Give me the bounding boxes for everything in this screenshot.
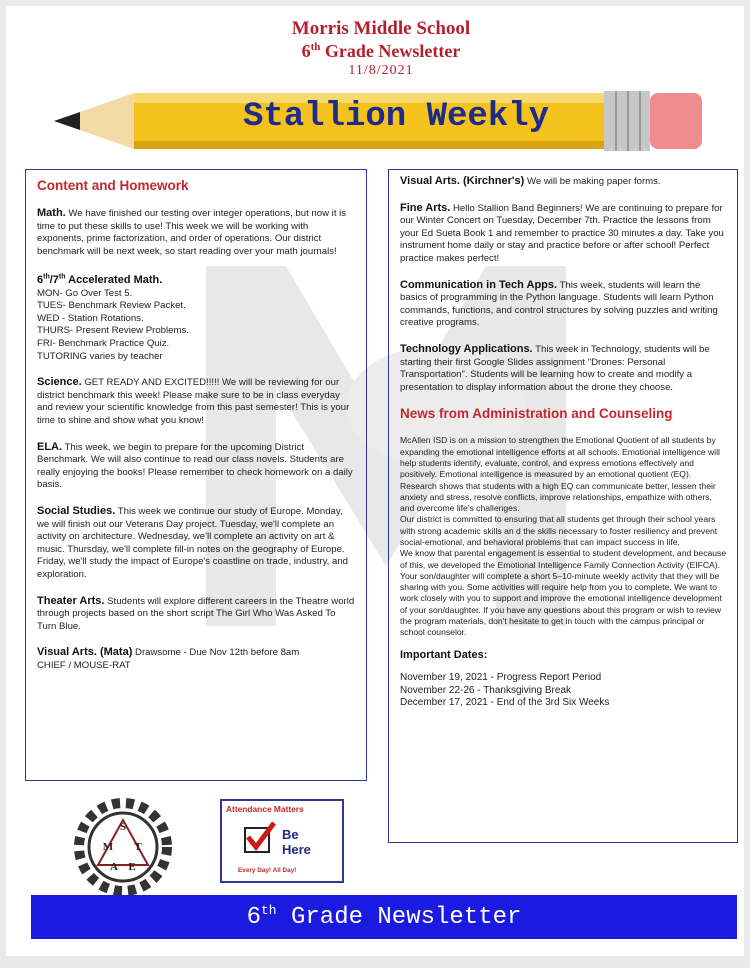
communication-tech-paragraph: Communication in Tech Apps. This week, students will learn the basics of programming in the Python language. Students will learn Python commands, functions, and control structures by solving puzzles and writing creative programs.: [400, 278, 718, 329]
fine-arts-paragraph: Fine Arts. Hello Stallion Band Beginners! We are continuing to prepare for our Winter Concert on Tuesday, December 7th. Practice the lessons from your Ed Sueta Book 1 and remember to practice 30 minutes a day. Take you instrument home daily or stay and practice before or after school! Perfect practice makes perfect!: [400, 201, 724, 264]
news-paragraph-2: Our district is committed to ensuring that all students get through their school years with strong academic skills an d the skills necessary to foster resiliency and prevent social-emotional, and behavioral problems that can impact success in life.: [400, 514, 718, 547]
technology-applications-paragraph: Technology Applications. This week in Technology, students will be starting their first Google Slides assignment "Drones: Personal Transportation". Students will be learning how to create and modify a presentation to display information about the drone they choose.: [400, 342, 710, 393]
social-studies-paragraph: Social Studies. This week we continue our study of Europe. Monday, we will finish out our Veterans Day project. Tuesday, we'll complete an activity on architecture. Wednesday, we'll complete an activity on art & music. Thursday, we'll complete fill-in notes on the geography of Europe. Friday, we'll study the impact of Europe's coastline on trade, industry, and exploration.: [37, 504, 348, 580]
smtae-gear-logo: [74, 798, 172, 896]
accel-item: TUES- Benchmark Review Packet.: [37, 300, 186, 312]
important-date-item: November 22-26 - Thanksgiving Break: [400, 684, 572, 696]
accelerated-math-heading: 6th/7th Accelerated Math.: [37, 273, 163, 287]
accel-item: FRI- Benchmark Practice Quiz.: [37, 338, 170, 349]
math-paragraph: Math. We have finished our testing over integer operations, but now it is time to put these skills to use! This week we will be working with exponents, prime factorization, and order of operations. Our district benchmark will be next week, so start reading over your math journals!: [37, 207, 347, 257]
footer-banner: [31, 895, 737, 939]
accel-item: WED - Station Rotations.: [37, 312, 144, 324]
stem-letter: M: [102, 841, 114, 853]
news-admin-heading: News from Administration and Counseling: [400, 406, 673, 422]
visual-arts-mata-paragraph: Visual Arts. (Mata) Drawsome - Due Nov 12th before 8am: [37, 646, 300, 659]
stem-letter: S: [119, 821, 127, 833]
important-date-item: November 19, 2021 - Progress Report Period: [400, 672, 602, 684]
attendance-top-text: Attendance Matters: [226, 804, 304, 814]
school-name: Morris Middle School: [291, 18, 471, 39]
newsletter-page: [6, 6, 744, 956]
visual-arts-mata-extra: CHIEF / MOUSE-RAT: [37, 659, 131, 671]
attendance-be-here: Be Here: [282, 827, 311, 857]
accel-item: MON- Go Over Test 5.: [37, 287, 133, 299]
stallion-weekly-title: Stallion Weekly: [242, 98, 550, 136]
stem-letter: A: [110, 861, 118, 873]
accel-item: TUTORING varies by teacher: [37, 350, 163, 362]
attendance-matters-logo: [220, 799, 344, 883]
news-box: [388, 169, 738, 843]
content-homework-heading: Content and Homework: [37, 178, 189, 193]
footer-title: 6th Grade Newsletter: [246, 903, 522, 931]
accel-item: THURS- Present Review Problems.: [37, 325, 189, 337]
content-homework-box: [25, 169, 367, 781]
attendance-footer-text: Every Day! All Day!: [238, 867, 297, 874]
stem-letter: T: [134, 841, 142, 853]
science-paragraph: Science. GET READY AND EXCITED!!!!! We will be reviewing for our district benchmark this week! Please make sure to be in class everyday and review your scientific knowledge from this past semester! This is your time to shine and show what you know!: [37, 376, 350, 426]
important-dates-heading: Important Dates:: [400, 648, 488, 661]
checkbox-icon: [244, 827, 270, 853]
newsletter-grade-title: 6th Grade Newsletter: [301, 41, 461, 61]
visual-arts-kirchner-paragraph: Visual Arts. (Kirchner's) We will be making paper forms.: [400, 175, 661, 187]
news-paragraph-3: We know that parental engagement is essential to student development, and because of this, we developed the Emotional Intelligence Family Connection Activity (EIFCA). Your son/daughter will complete a short 5–10-minute weekly activity that they will be sharing with you. Some activities will require help from you to complete. We want to work closely with you to support and improve the emotional intelligence development of your son/daughter. If you have any questions about this program or wish to review the program materials, don't hesitate to get in touch with the campus principal or school counselor.: [400, 548, 727, 638]
important-date-item: December 17, 2021 - End of the 3rd Six Weeks: [400, 697, 610, 709]
stem-letter: E: [128, 861, 136, 873]
newsletter-date: 11/8/2021: [348, 63, 414, 78]
news-paragraph-1: McAllen ISD is on a mission to strengthen the Emotional Quotient of all students by expanding the emotional intelligence efforts at all schools. Emotional intelligence will help students identify, evaluate, control, and express emotions effectively and positively. Emotional intelligence is measured by an emotional quotient (EQ). Research shows that students with a high EQ can communicate better, lessen their anxiety and stress, resolve conflicts, improve relationships, empathize with others, and overcome life's challenges.: [400, 435, 720, 514]
ela-paragraph: ELA. This week, we begin to prepare for the upcoming District Benchmark. We will also continue to read our class novels. Students are really enjoying the books! Please remember to check homework on a daily basis.: [37, 440, 353, 491]
theater-arts-paragraph: Theater Arts. Students will explore different careers in the Theatre world through projects based on the short script The Girl Who Was Asked To Turn Blue.: [37, 594, 355, 632]
